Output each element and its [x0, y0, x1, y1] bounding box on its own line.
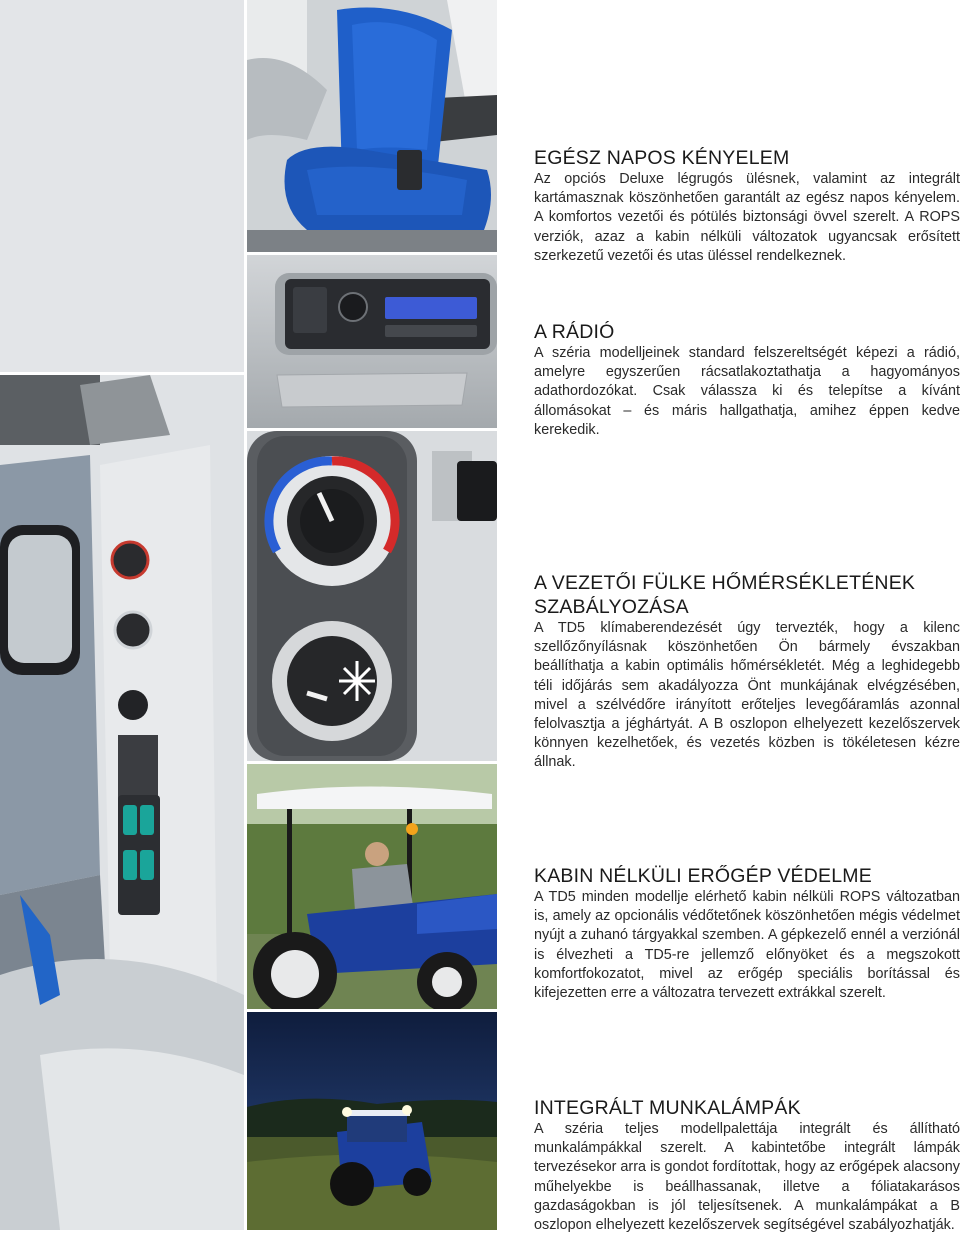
- section-worklights-body: A széria teljes modellpalettája integrált és állítható munkalámpákkal szerelt. A kabintetőbe integrált lámpák tervezésekor arra is gondot fordítottak, hogy az erőgépek alacsony műhelyekbe is beállhassanak, illetve a fóliatakarásos gazdaságokban is jól teljesítsenek. A munkalámpákat a B oszlopon elhelyezett kezelőszervek segítségével szabályozhatják.: [534, 1121, 960, 1234]
- rops-tractor-photo: [247, 764, 497, 1009]
- night-tractor-photo: [247, 1012, 497, 1230]
- section-rops-title: KABIN NÉLKÜLI ERŐGÉP VÉDELME: [534, 865, 872, 887]
- section-rops: [534, 864, 960, 1003]
- cab-interior-photo: [0, 375, 244, 1230]
- section-climate-title-line2: SZABÁLYOZÁSA: [534, 596, 689, 618]
- radio-photo: [247, 255, 497, 428]
- section-worklights-title: INTEGRÁLT MUNKALÁMPÁK: [534, 1097, 801, 1119]
- section-radio: [534, 320, 960, 440]
- blank-panel: [0, 0, 244, 372]
- section-climate: [534, 571, 960, 773]
- section-worklights: [534, 1096, 960, 1235]
- section-climate-title-line1: A VEZETŐI FÜLKE HŐMÉRSÉKLETÉNEK: [534, 572, 916, 594]
- section-comfort-body: Az opciós Deluxe légrugós ülésnek, valamint az integrált kartámasznak köszönhetően garantált az egész napos kényelem. A komfortos vezetői és pótülés biztonsági övvel szerelt. A ROPS verziók, azaz a kabin nélküli változatok ugyancsak erősített szerkezetű vezetői és utas üléssel rendelkeznek.: [534, 171, 960, 264]
- section-climate-title: [534, 571, 960, 619]
- section-radio-title: A RÁDIÓ: [534, 321, 615, 343]
- seat-photo: [247, 0, 497, 252]
- section-rops-body: A TD5 minden modellje elérhető kabin nélküli ROPS változatban is, amely az opcionális védőtetőnek köszönhetően mégis védelmet nyújt a zuhanó tárgyakkal szemben. A gépkezelő ennél a verziónál is élvezheti a TD5-re jellemző előnyöket és a megszokott komfortfokozatot, mivel az erőgép speciális borítással és kifejezetten erre a változatra tervezett extrákkal szerelt.: [534, 889, 960, 1002]
- section-comfort-title: EGÉSZ NAPOS KÉNYELEM: [534, 147, 790, 169]
- climate-control-photo: [247, 431, 497, 761]
- section-radio-body: A széria modelljeinek standard felszereltségét képezi a rádió, amelyre egyszerűen rácsatlakoztathatja a hagyományos adathordozókat. Csak válassza ki és telepítse a kívánt állomásokat – és máris hallgathatja, amihez éppen kedve kerekedik.: [534, 345, 960, 438]
- section-comfort: [534, 146, 960, 266]
- section-climate-body: A TD5 klímaberendezését úgy tervezték, hogy a kilenc szellőzőnyílásnak köszönhetően Ön bármely évszakban beállíthatja a kabin optimális hőmérsékletét. Még a leghidegebb téli időjárás sem akadályozza Önt munkájának elvégzésében, mivel a szélvédőre irányított erőteljes levegőáramlás azonnal felolvasztja a jéghártyát. A B oszlopon elhelyezett kezelőszervek könnyen kezelhetőek, és vezetés közben is tökéletesen kézre állnak.: [534, 620, 960, 771]
